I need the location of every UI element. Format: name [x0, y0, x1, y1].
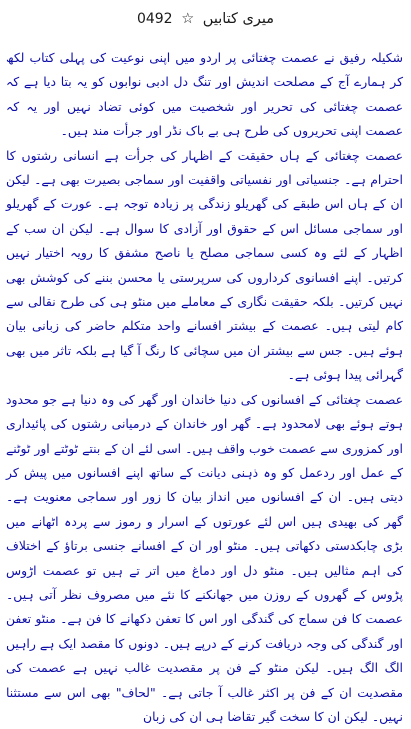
article-body — [6, 46, 403, 729]
star-icon: ☆ — [181, 11, 195, 27]
paragraph-2: عصمت چغتائی کے ہاں حقیقت کے اظہار کی جرأت ہے انسانی رشتوں کا احترام ہے۔ جنسیاتی اور نفسیاتی واقفیت اور سماجی بصیرت بھی ہے۔ لیکن ان کے ہاں اس طبقے کی گھریلو زندگی پر زیادہ توجہ ہے۔ عورت کے گھریلو اور سماجی مسائل اس کے حقوق اور آزادی کا سوال ہے۔ لیکن ان سب کے اظہار کے لئے وہ کسی سماجی مصلح یا ناصح مشفق کا رویہ اختیار نہیں کرتیں۔ اپنے افسانوی کرداروں کی سرپرستی یا محسن بننے کی کوشش بھی نہیں کرتیں۔ بلکہ حقیقت نگاری کے معاملے میں منٹو ہی کی طرح نقالی سے کام لیتی ہیں۔ عصمت کے بیشتر افسانے واحد متکلم حاضر کی زبانی بیان ہوئے ہیں۔ جس سے بیشتر ان میں سچائی کا رنگ آ گیا ہے بلکہ تاثر میں بھی گہرائی پیدا ہوئی ہے۔ — [6, 147, 403, 383]
header-title: میری کتابیں — [202, 11, 275, 27]
paragraph-1: شکیلہ رفیق نے عصمت چغتائی پر اردو میں اپنی نوعیت کی پہلی کتاب لکھ کر ہمارے آج کے مصلحت اندیش اور تنگ دل ادبی نوابوں کو یہ بتا دیا ہے کہ عصمت چغتائی کی تحریر اور شخصیت میں کوئی تضاد نہیں اور یہ کہ عصمت اپنی تحریروں کی طرح ہی بے باک نڈر اور جرأت مند ہیں۔ — [6, 50, 403, 139]
page-header — [0, 9, 411, 29]
paragraph-3: عصمت چغتائی کے افسانوں کی دنیا خاندان اور گھر کی وہ دنیا ہے جو محدود ہوتے ہوئے بھی لامحدود ہے۔ گھر اور خاندان کے درمیانی رشتوں کی پائیداری اور کمزوری سے عصمت خوب واقف ہیں۔ اسی لئے ان کے بنتے ٹوٹتے اور ٹوٹنے کے عمل اور ردعمل کو وہ ذہنی دیانت کے ساتھ اپنے افسانوں میں پیش کر دیتی ہیں۔ ان کے افسانوں میں انداز بیان کا زور اور سماجی معنویت ہے۔ گھر کی بھیدی ہیں اس لئے عورتوں کے اسرار و رموز سے پردہ اٹھانے میں بڑی چابکدستی دکھاتی ہیں۔ منٹو اور ان کے افسانے جنسی برتاؤ کے اختلاف کی اہم مثالیں ہیں۔ منٹو دل اور دماغ میں اتر تے ہیں تو عصمت اڑوس پڑوس کے گھروں کے روزن میں جھانکنے کا نئے میں مصروف نظر آتی ہیں۔ عصمت کا فن سماج کی گندگی اور اس کا تعفن دکھانے کا فن ہے۔ منٹو تعفن اور گندگی کی وجہ دریافت کرنے کے درپے ہیں۔ دونوں کا مقصد ایک ہے راہیں الگ الگ ہیں۔ لیکن منٹو کے فن پر مقصدیت غالب نہیں ہے عصمت کی مقصدیت ان کے فن پر اکثر غالب آ جاتی ہے۔ "لحاف" بھی اس سے مستثنا نہیں۔ لیکن ان کا سخت گیر تقاضا ہی ان کی زبان — [6, 391, 403, 724]
header-code: 0492 — [136, 11, 173, 27]
